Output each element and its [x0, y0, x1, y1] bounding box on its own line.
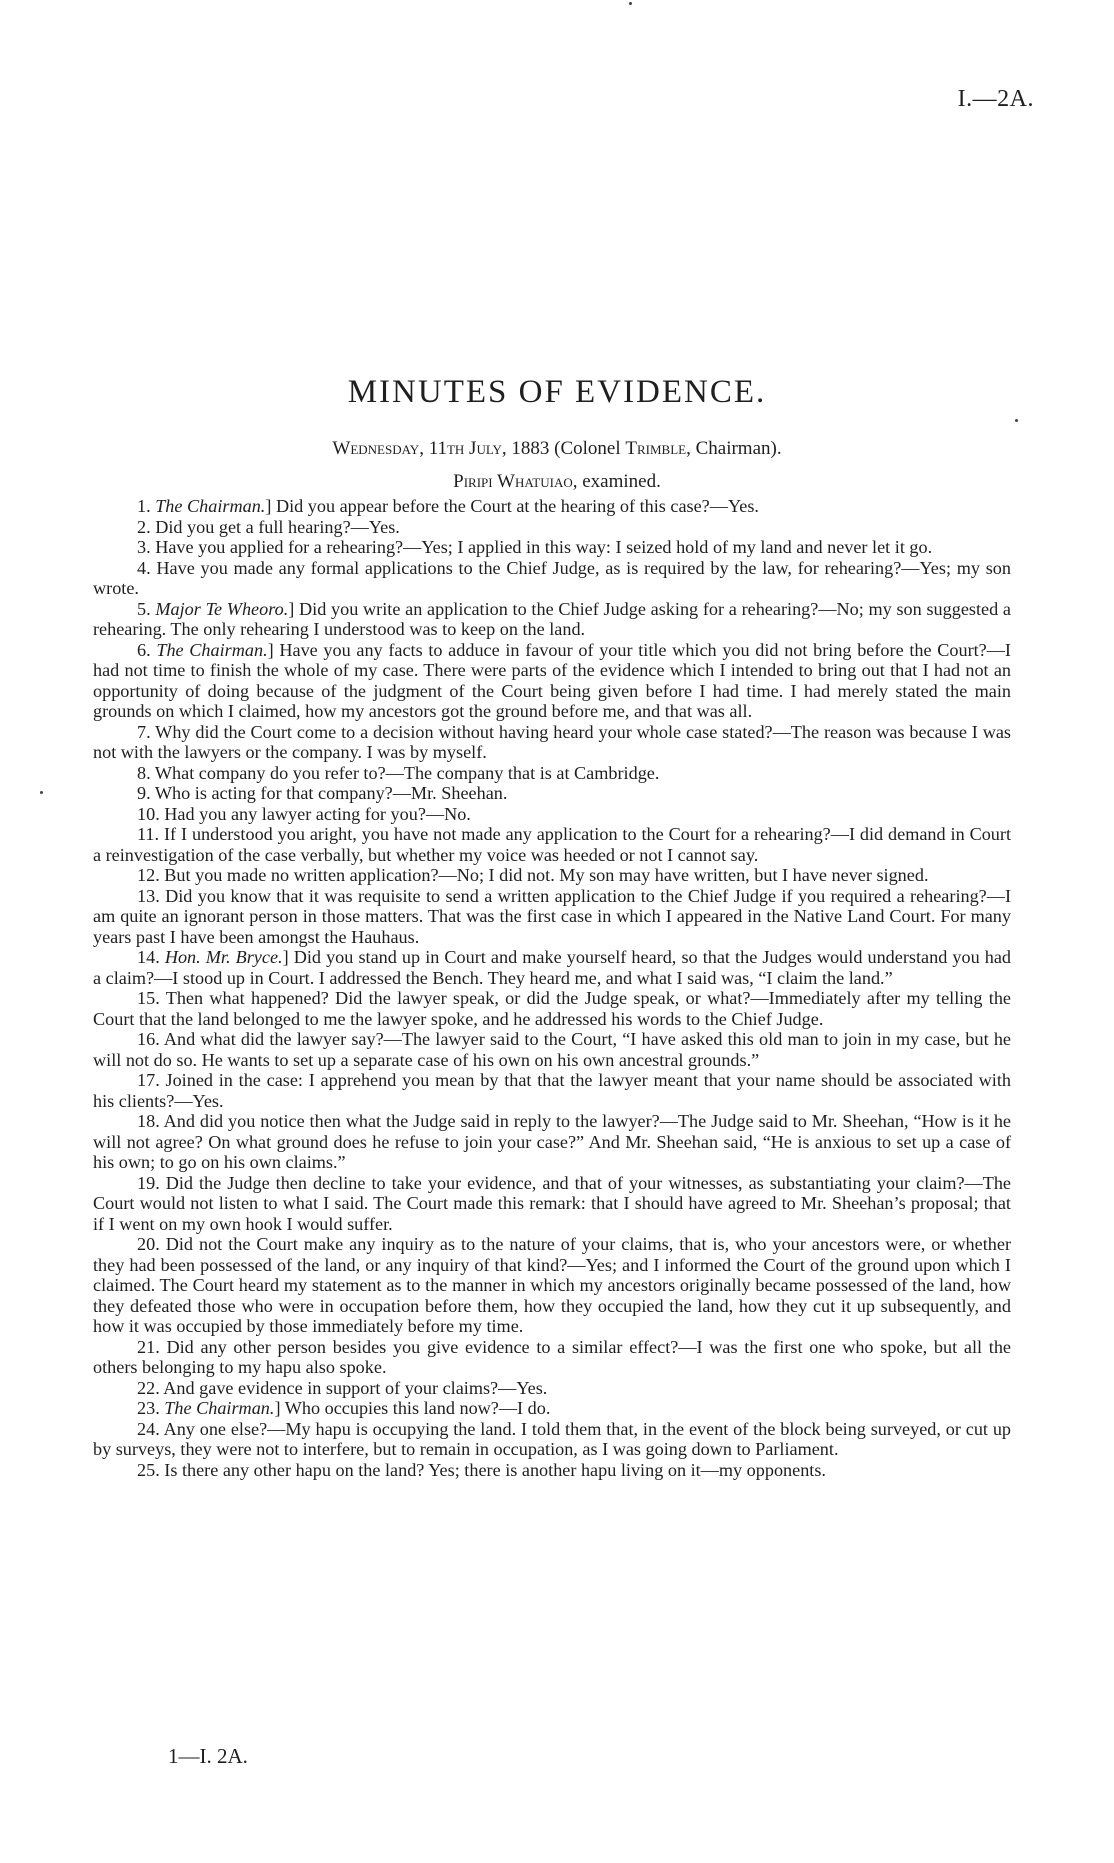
question-number: 20.: [137, 1234, 160, 1254]
question-number: 4.: [137, 557, 151, 578]
question-paragraph: [93, 824, 1011, 865]
question-text: ] Did you stand up in Court and make yourself heard, so that the Judges would understand you had a claim?—I stood up in Court. I addressed the Bench. They heard me, and what I said was, “I claim the land.”: [93, 947, 1012, 988]
speaker: Major Te Wheoro.: [155, 598, 289, 619]
question-number: 25.: [137, 1459, 160, 1480]
question-text: Who is acting for that company?—Mr. Sheehan.: [154, 783, 508, 803]
question-number: 24.: [137, 1418, 160, 1439]
question-paragraph: [93, 722, 1011, 763]
question-text: Did any other person besides you give evidence to a similar effect?—I was the first one who spoke, but all the others belonging to my hapu also spoke.: [93, 1336, 1012, 1377]
question-text: Did not the Court make any inquiry as to the nature of your claims, that is, who your ancestors were, or whether they had been possessed of the land, or any inquiry of that kind?—Yes; and I informed the Court of the ground upon which I claimed. The Court heard my statement as to the manner in which my ancestors originally became possessed of the land, how they defeated those who were in occupation before them, how they occupied the land, how they cut it up subsequently, and how it was occupied by those immediately before my time.: [93, 1234, 1011, 1336]
question-number: 6.: [137, 639, 151, 660]
question-paragraph: [93, 599, 1011, 640]
question-paragraph: [93, 640, 1011, 722]
question-text: But you made no written application?—No; I did not. My son may have written, but I have never signed.: [164, 865, 929, 885]
question-number: 7.: [137, 721, 151, 742]
question-paragraph: [93, 763, 1011, 784]
question-paragraph: [93, 947, 1011, 988]
question-number: 2.: [137, 516, 151, 537]
question-paragraph: [93, 1111, 1011, 1173]
question-paragraph: [93, 496, 1011, 517]
question-number: 16.: [137, 1029, 160, 1049]
question-text: Have you made any formal applications to the Chief Judge, as is required by the law, for rehearing?—Yes; my son wrote.: [93, 557, 1011, 598]
question-number: 8.: [137, 762, 151, 783]
question-text: ] Have you any facts to adduce in favour of your title which you did not bring before the Court?—I had not time to finish the whole of my case. There were parts of the evidence which I intended to bring out that I had not an opportunity of doing because of the judgment of the Court being given before I had time. I had merely stated the main grounds on which I claimed, how my ancestors got the ground before me, and that was all.: [93, 639, 1011, 721]
question-paragraph: [93, 1398, 1011, 1419]
speaker: The Chairman.: [156, 639, 268, 660]
question-number: 22.: [137, 1377, 160, 1398]
question-number: 11.: [137, 824, 160, 844]
session-chair-name: Trimble: [625, 438, 687, 459]
question-text: What company do you refer to?—The company that is at Cambridge.: [154, 762, 660, 783]
question-paragraph: [93, 886, 1011, 948]
witness-heading: [0, 471, 1114, 493]
question-paragraph: [93, 783, 1011, 804]
session-year: , 1883 (Colonel: [501, 438, 621, 459]
question-number: 17.: [137, 1070, 160, 1090]
question-text: Then what happened? Did the lawyer speak, or did the Judge speak, or what?—Immediately after my telling the Court that the land belonged to me the lawyer spoke, and he addressed his words to the Chief Judge.: [93, 988, 1012, 1029]
question-text: If I understood you aright, you have not made any application to the Court for a rehearing?—I did demand in Court a reinvestigation of the case verbally, but whether my voice was heeded or not I cannot say.: [93, 824, 1011, 865]
question-text: Any one else?—My hapu is occupying the land. I told them that, in the event of the block being surveyed, or cut up by surveys, they were not to interfere, but to remain in occupation, as I was going down to Parliament.: [93, 1418, 1012, 1459]
question-text: Did the Judge then decline to take your evidence, and that of your witnesses, as substantiating your claim?—The Court would not listen to what I said. The Court made this remark: that I should have agreed to Mr. Sheehan’s proposal; that if I went on my own hook I would suffer.: [93, 1172, 1011, 1234]
question-number: 19.: [137, 1172, 160, 1193]
question-paragraph: [93, 1173, 1011, 1235]
speaker: The Chairman.: [164, 1398, 275, 1418]
question-number: 3.: [137, 537, 151, 557]
question-text: And did you notice then what the Judge said in reply to the lawyer?—The Judge said to Mr. Sheehan, “How is it he will not agree? On what ground does he refuse to join your case?” And Mr. Sheehan said, “He is anxious to set up a case of his own; to go on his own claims.”: [93, 1111, 1011, 1172]
question-paragraph: [93, 537, 1011, 558]
question-paragraph: [93, 988, 1011, 1029]
print-speck: [629, 2, 632, 5]
question-number: 23.: [137, 1398, 160, 1418]
question-number: 21.: [137, 1336, 160, 1357]
session-date: 11th July: [428, 438, 502, 459]
question-paragraph: [93, 1419, 1011, 1460]
question-paragraph: [93, 1337, 1011, 1378]
question-text: ] Who occupies this land now?—I do.: [274, 1398, 551, 1418]
question-text: Had you any lawyer acting for you?—No.: [164, 803, 471, 824]
question-paragraph: [93, 558, 1011, 599]
session-day: Wednesday: [332, 438, 420, 459]
evidence-body: [93, 496, 1011, 1480]
print-speck: [40, 791, 43, 794]
print-speck: [1015, 419, 1018, 422]
question-text: Is there any other hapu on the land? Yes; there is another hapu living on it—my opponents.: [164, 1459, 826, 1480]
question-text: ] Did you write an application to the Chief Judge asking for a rehearing?—No; my son suggested a rehearing. The only rehearing I understood was to keep on the land.: [93, 598, 1011, 639]
page-title: MINUTES OF EVIDENCE.: [347, 374, 767, 410]
question-text: And what did the lawyer say?—The lawyer said to the Court, “I have asked this old man to join in my case, but he will not do so. He wants to set up a separate case of his own on his own ancestral grounds.”: [93, 1029, 1011, 1070]
session-chair-role: , Chairman).: [686, 438, 782, 459]
question-text: Did you get a full hearing?—Yes.: [155, 516, 400, 537]
question-paragraph: [93, 1460, 1011, 1481]
question-text: ] Did you appear before the Court at the hearing of this case?—Yes.: [265, 496, 759, 516]
question-number: 15.: [137, 988, 160, 1008]
footer-reference: 1—I. 2A.: [168, 1744, 248, 1768]
question-number: 9.: [137, 783, 151, 803]
question-paragraph: [93, 865, 1011, 886]
question-number: 13.: [137, 885, 160, 906]
session-heading: Wednesday, 11th July, 1883 (Colonel Trimble, Chairman).: [332, 438, 782, 459]
question-paragraph: [93, 1234, 1011, 1337]
witness-name: Piripi Whatuiao: [453, 471, 573, 492]
question-number: 18.: [137, 1111, 160, 1131]
question-text: Did you know that it was requisite to send a written application to the Chief Judge if you required a rehearing?—I am quite an ignorant person in those matters. That was the first case in which I appeared in the Native Land Court. For many years past I have been amongst the Hauhaus.: [93, 885, 1011, 947]
question-number: 10.: [137, 803, 160, 824]
witness-status: , examined.: [572, 471, 661, 492]
question-paragraph: [93, 1029, 1011, 1070]
question-paragraph: [93, 804, 1011, 825]
question-number: 5.: [137, 598, 151, 619]
speaker: The Chairman.: [155, 496, 266, 516]
question-number: 12.: [137, 865, 160, 885]
question-number: 14.: [137, 947, 160, 967]
speaker: Hon. Mr. Bryce.: [164, 947, 283, 967]
question-text: Why did the Court come to a decision without having heard your whole case stated?—The reason was because I was not with the lawyers or the company. I was by myself.: [93, 721, 1012, 762]
question-paragraph: [93, 1070, 1011, 1111]
question-paragraph: [93, 517, 1011, 538]
question-text: And gave evidence in support of your claims?—Yes.: [163, 1377, 548, 1398]
page-reference: I.—2A.: [957, 86, 1034, 112]
question-text: Have you applied for a rehearing?—Yes; I applied in this way: I seized hold of my land and never let it go.: [155, 537, 933, 557]
question-text: Joined in the case: I apprehend you mean by that that the lawyer meant that your name should be associated with his clients?—Yes.: [93, 1070, 1012, 1111]
question-number: 1.: [137, 496, 151, 516]
question-paragraph: [93, 1378, 1011, 1399]
